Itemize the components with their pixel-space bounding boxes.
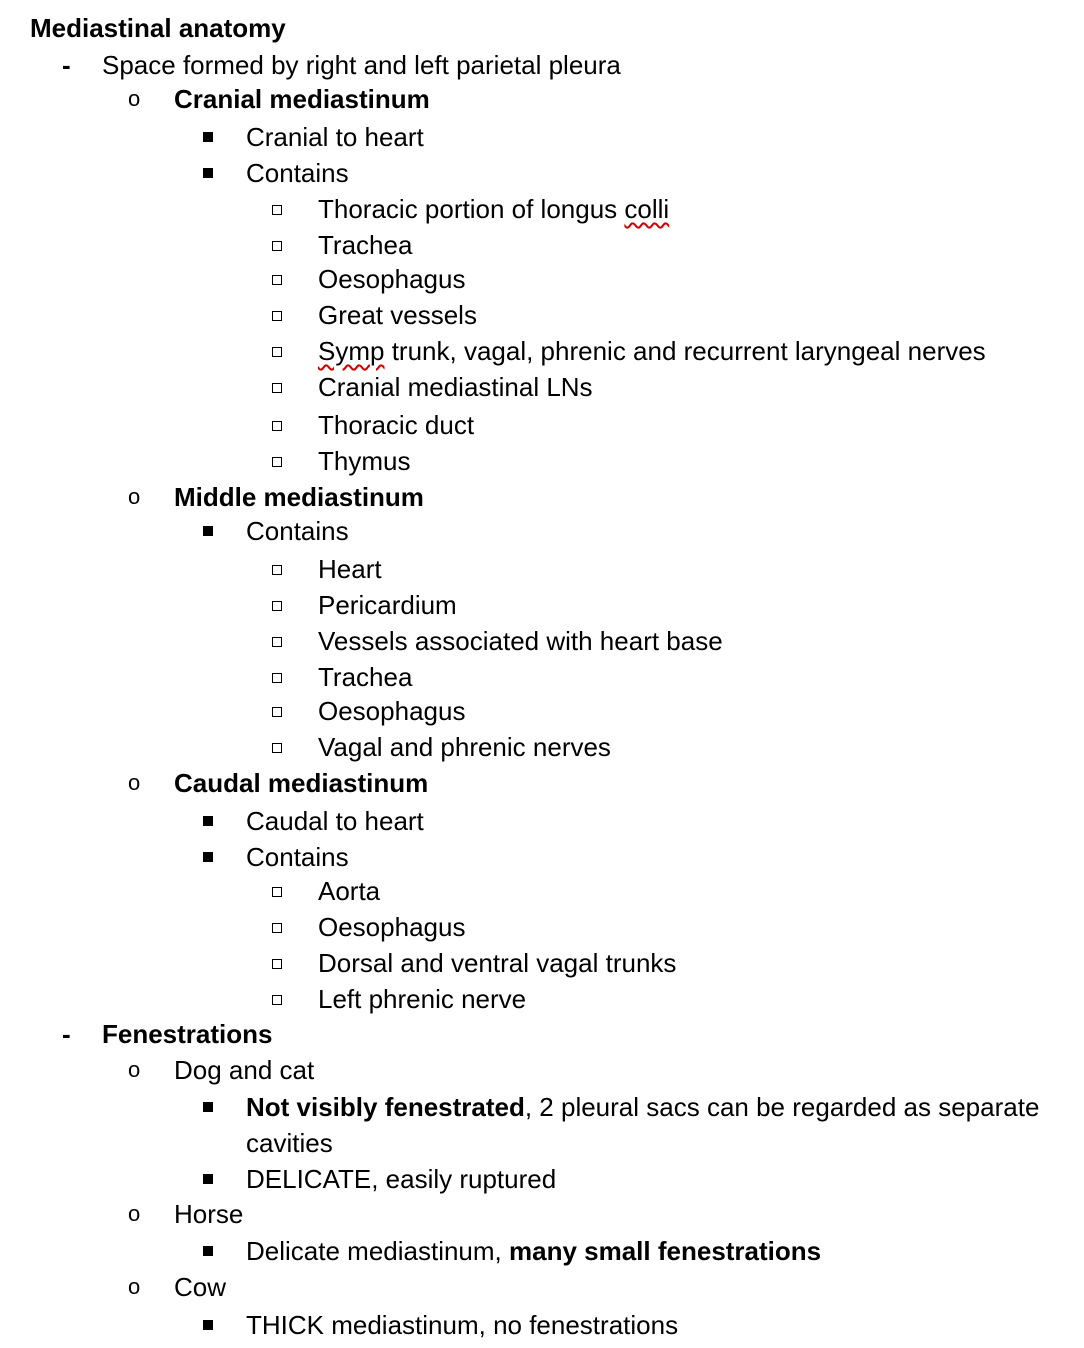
open-square-bullet-icon bbox=[272, 959, 282, 969]
dash-bullet-icon: - bbox=[62, 1019, 71, 1049]
list-item-text: Dorsal and ventral vagal trunks bbox=[318, 948, 677, 978]
list-item-text: Oesophagus bbox=[318, 264, 466, 294]
circle-bullet-icon: o bbox=[128, 1274, 141, 1299]
list-item-text: Contains bbox=[246, 158, 349, 188]
open-square-bullet-icon bbox=[272, 923, 282, 933]
species-label: Horse bbox=[174, 1199, 244, 1229]
caudal-heading: Caudal mediastinum bbox=[174, 768, 429, 798]
bold-phrase: Not visibly fenestrated bbox=[246, 1092, 525, 1122]
list-item-text: DELICATE, easily ruptured bbox=[246, 1164, 557, 1194]
spellcheck-flagged-word: Symp bbox=[318, 336, 385, 366]
spellcheck-flagged-word: colli bbox=[624, 194, 670, 224]
open-square-bullet-icon bbox=[272, 743, 282, 753]
open-square-bullet-icon bbox=[272, 601, 282, 611]
list-item-text bbox=[318, 333, 986, 369]
list-item-text: Thymus bbox=[318, 446, 411, 476]
open-square-bullet-icon bbox=[272, 421, 282, 431]
open-square-bullet-icon bbox=[272, 457, 282, 467]
list-item-text: THICK mediastinum, no fenestrations bbox=[246, 1310, 679, 1340]
open-square-bullet-icon bbox=[272, 311, 282, 321]
filled-square-bullet-icon bbox=[203, 526, 213, 536]
open-square-bullet-icon bbox=[272, 887, 282, 897]
filled-square-bullet-icon bbox=[203, 852, 213, 862]
circle-bullet-icon: o bbox=[128, 484, 141, 509]
list-item-text: Caudal to heart bbox=[246, 806, 424, 836]
cranial-heading: Cranial mediastinum bbox=[174, 84, 430, 114]
text-segment: , 2 pleural sacs can be regarded as separate bbox=[524, 1092, 1040, 1122]
bold-phrase: many small fenestrations bbox=[509, 1236, 822, 1266]
list-item-text: cavities bbox=[246, 1128, 333, 1158]
text-segment: trunk, vagal, phrenic and recurrent laryngeal nerves bbox=[384, 336, 986, 366]
filled-square-bullet-icon bbox=[203, 1174, 213, 1184]
filled-square-bullet-icon bbox=[203, 132, 213, 142]
species-label: Cow bbox=[174, 1272, 227, 1302]
list-item-text: Contains bbox=[246, 842, 349, 872]
filled-square-bullet-icon bbox=[203, 168, 213, 178]
list-item-text: Vessels associated with heart base bbox=[318, 626, 723, 656]
circle-bullet-icon: o bbox=[128, 1057, 141, 1082]
list-item-text: Oesophagus bbox=[318, 912, 466, 942]
filled-square-bullet-icon bbox=[203, 1320, 213, 1330]
text-segment: Delicate mediastinum, bbox=[246, 1236, 509, 1266]
list-item-text bbox=[246, 1089, 1039, 1125]
list-item-text: Trachea bbox=[318, 230, 413, 260]
open-square-bullet-icon bbox=[272, 673, 282, 683]
circle-bullet-icon: o bbox=[128, 770, 141, 795]
open-square-bullet-icon bbox=[272, 241, 282, 251]
open-square-bullet-icon bbox=[272, 565, 282, 575]
list-item-text bbox=[246, 1233, 821, 1269]
open-square-bullet-icon bbox=[272, 275, 282, 285]
list-item-text: Trachea bbox=[318, 662, 413, 692]
list-item-text: Heart bbox=[318, 554, 382, 584]
open-square-bullet-icon bbox=[272, 347, 282, 357]
list-item-text: Vagal and phrenic nerves bbox=[318, 732, 611, 762]
fenestrations-heading: Fenestrations bbox=[102, 1019, 273, 1049]
list-item-text: Thoracic duct bbox=[318, 410, 475, 440]
circle-bullet-icon: o bbox=[128, 1201, 141, 1226]
open-square-bullet-icon bbox=[272, 995, 282, 1005]
list-item-text: Oesophagus bbox=[318, 696, 466, 726]
filled-square-bullet-icon bbox=[203, 816, 213, 826]
filled-square-bullet-icon bbox=[203, 1246, 213, 1256]
open-square-bullet-icon bbox=[272, 383, 282, 393]
list-item-text: Cranial mediastinal LNs bbox=[318, 372, 593, 402]
open-square-bullet-icon bbox=[272, 637, 282, 647]
list-item-text: Contains bbox=[246, 516, 349, 546]
filled-square-bullet-icon bbox=[203, 1102, 213, 1112]
open-square-bullet-icon bbox=[272, 205, 282, 215]
circle-bullet-icon: o bbox=[128, 86, 141, 111]
list-item-text bbox=[318, 191, 669, 227]
list-item-text: Left phrenic nerve bbox=[318, 984, 527, 1014]
list-item-text: Space formed by right and left parietal pleura bbox=[102, 50, 621, 80]
dash-bullet-icon: - bbox=[62, 50, 71, 80]
middle-heading: Middle mediastinum bbox=[174, 482, 424, 512]
text-segment: Thoracic portion of longus bbox=[318, 194, 625, 224]
page-title: Mediastinal anatomy bbox=[30, 13, 286, 43]
open-square-bullet-icon bbox=[272, 707, 282, 717]
list-item-text: Cranial to heart bbox=[246, 122, 424, 152]
list-item-text: Aorta bbox=[318, 876, 381, 906]
list-item-text: Pericardium bbox=[318, 590, 457, 620]
species-label: Dog and cat bbox=[174, 1055, 315, 1085]
list-item-text: Great vessels bbox=[318, 300, 477, 330]
